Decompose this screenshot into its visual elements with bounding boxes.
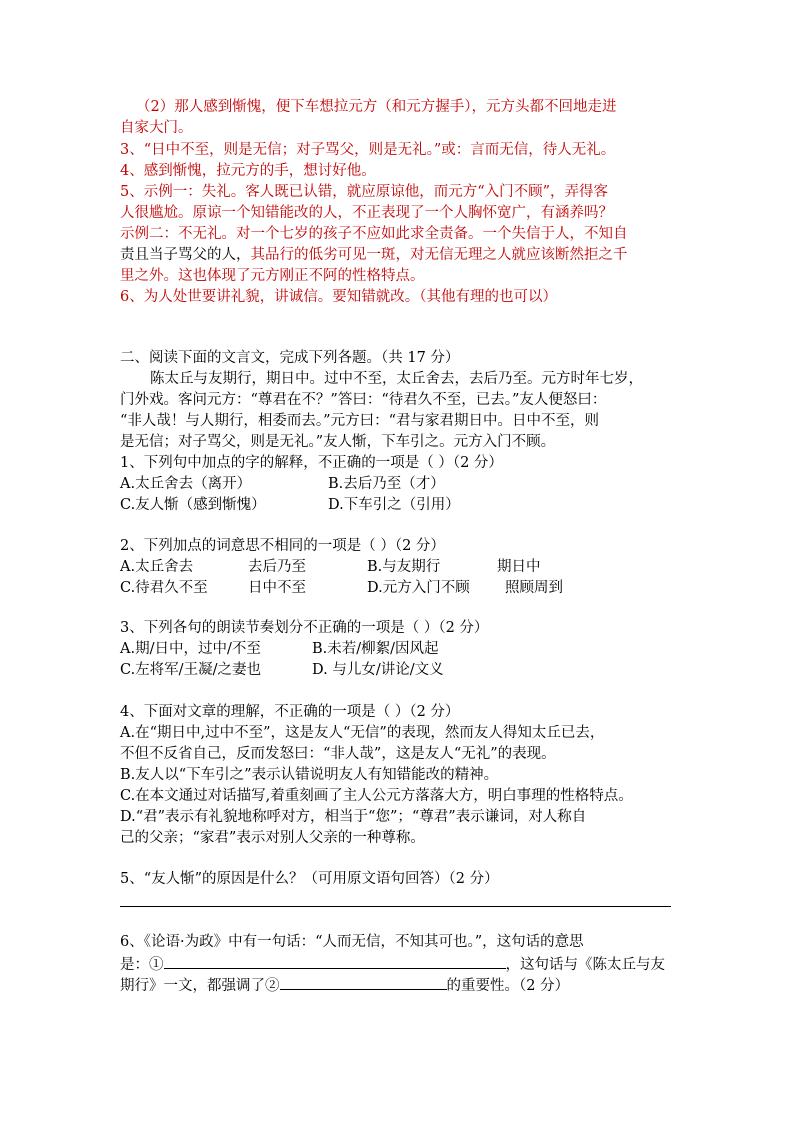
answer-5-line5: 里之外。这也体现了元方刚正不阿的性格特点。 [120,268,425,284]
q4-line-1: A.在“期日中,过中不至”，这是友人“无信”的表现，然而友人得知太丘已去， [120,725,605,741]
q4-line-3: B.友人以“下车引之”表示认错说明友人有知错能改的精神。 [120,767,499,783]
q2-option-b-2: 期日中 [497,559,541,575]
q2-option-a-1: A.太丘舍去 [120,559,194,575]
q3-stem: 3、下列各句的朗读节奏划分不正确的一项是（ ）（2 分） [120,620,489,636]
q6-line-3 [120,974,569,994]
q2-option-d-2: 照顾周到 [505,580,563,596]
q1-option-a: A.太丘舍去（离开） [120,476,252,492]
q6-line3-prefix: 期行》一文，都强调了② [120,978,280,994]
answer-5-line4-black: 责且当子骂父的人， [120,247,251,263]
answer-5-line1: 5、示例一：失礼。客人既已认错，就应原谅他，而元方“入门不顾”，弄得客 [120,184,609,200]
q2-option-b-1: B.与友期行 [367,559,441,575]
section-heading: 二、阅读下面的文言文，完成下列各题。（共 17 分） [120,350,460,366]
q6-blank-1[interactable] [164,953,506,969]
q2-option-c-1: C.待君久不至 [120,580,208,596]
q6-line-2 [120,953,665,973]
q1-option-b: B.去后乃至（才） [328,476,445,492]
q6-line-1: 6、《论语·为政》中有一句话：“人而无信，不知其可也。”，这句话的意思 [120,934,584,950]
q2-option-a-2: 去后乃至 [248,559,306,575]
answer-2-line1: （2）那人感到惭愧，便下车想拉元方（和元方握手），元方头都不回地走进 [136,99,617,115]
answer-2-line2: 自家大门。 [120,120,193,136]
q6-line2-suffix: ，这句话与《陈太丘与友 [505,957,665,973]
q1-option-d: D.下车引之（引用） [328,497,460,513]
q6-line2-prefix: 是：① [120,957,164,973]
q2-option-c-2: 日中不至 [248,580,306,596]
q3-option-a: A.期/日中，过中/不至 [120,641,261,657]
answer-5-line3: 示例二：不无礼。对一个七岁的孩子不应如此求全责备。一个失信于人，不知自 [120,226,628,242]
answer-3: 3、“日中不至，则是无信；对子骂父，则是无礼。”或：言而无信，待人无礼。 [120,142,616,158]
q1-stem: 1、下列句中加点的字的解释，不正确的一项是（ ）（2 分） [120,455,503,471]
q4-line-6: 己的父亲；“家君”表示对别人父亲的一种尊称。 [120,830,425,846]
passage-line-4: 是无信；对子骂父，则是无礼。”友人惭，下车引之。元方入门不顾。 [120,434,556,450]
q1-option-c: C.友人惭（感到惭愧） [120,497,266,513]
q3-option-c: C.左将军/王凝/之妻也 [120,662,261,678]
q4-line-5: D.“君”表示有礼貌地称呼对方，相当于“您”；“尊君”表示谦词，对人称自 [120,809,587,825]
q6-blank-2[interactable] [280,974,447,990]
passage-line-1: 陈太丘与友期行，期日中。过中不至，太丘舍去，去后乃至。元方时年七岁， [150,371,643,387]
q3-option-b: B.未若/柳絮/因风起 [312,641,439,657]
answer-5-line4-red: 其品行的低劣可见一斑，对无信无理之人就应该断然拒之千 [250,247,628,263]
passage-line-2: 门外戏。客问元方：“尊君在不？”答曰：“待君久不至，已去。”友人便怒曰： [120,392,607,408]
passage-line-3: “非人哉！与人期行，相委而去。”元方曰：“君与家君期日中。日中不至，则 [120,413,599,429]
q3-option-d: D. 与儿女/讲论/文义 [312,662,444,678]
answer-5-line2: 人很尴尬。原谅一个知错能改的人，不正表现了一个人胸怀宽广，有涵养吗？ [120,205,613,221]
q6-line3-suffix: 的重要性。（2 分） [446,978,570,994]
q2-option-d-1: D.元方入门不顾 [367,580,470,596]
answer-4: 4、感到惭愧，拉元方的手，想讨好他。 [120,163,376,179]
answer-6: 6、为人处世要讲礼貌，讲诚信。要知错就改。（其他有理的也可以） [120,289,557,305]
q5-stem: 5、“友人惭”的原因是什么？（可用原文语句回答）（2 分） [120,871,499,887]
q4-line-4: C.在本文通过对话描写,着重刻画了主人公元方落落大方，明白事理的性格特点。 [120,788,633,804]
q4-line-2: 不但不反省自己，反而发怒曰：“非人哉”，这是友人“无礼”的表现。 [120,746,556,762]
q5-answer-line[interactable] [120,906,671,907]
answer-5-line4 [120,245,628,265]
q4-stem: 4、下面对文章的理解，不正确的一项是（ ）（2 分） [120,704,460,720]
q2-stem: 2、下列加点的词意思不相同的一项是（ ）（2 分） [120,538,445,554]
